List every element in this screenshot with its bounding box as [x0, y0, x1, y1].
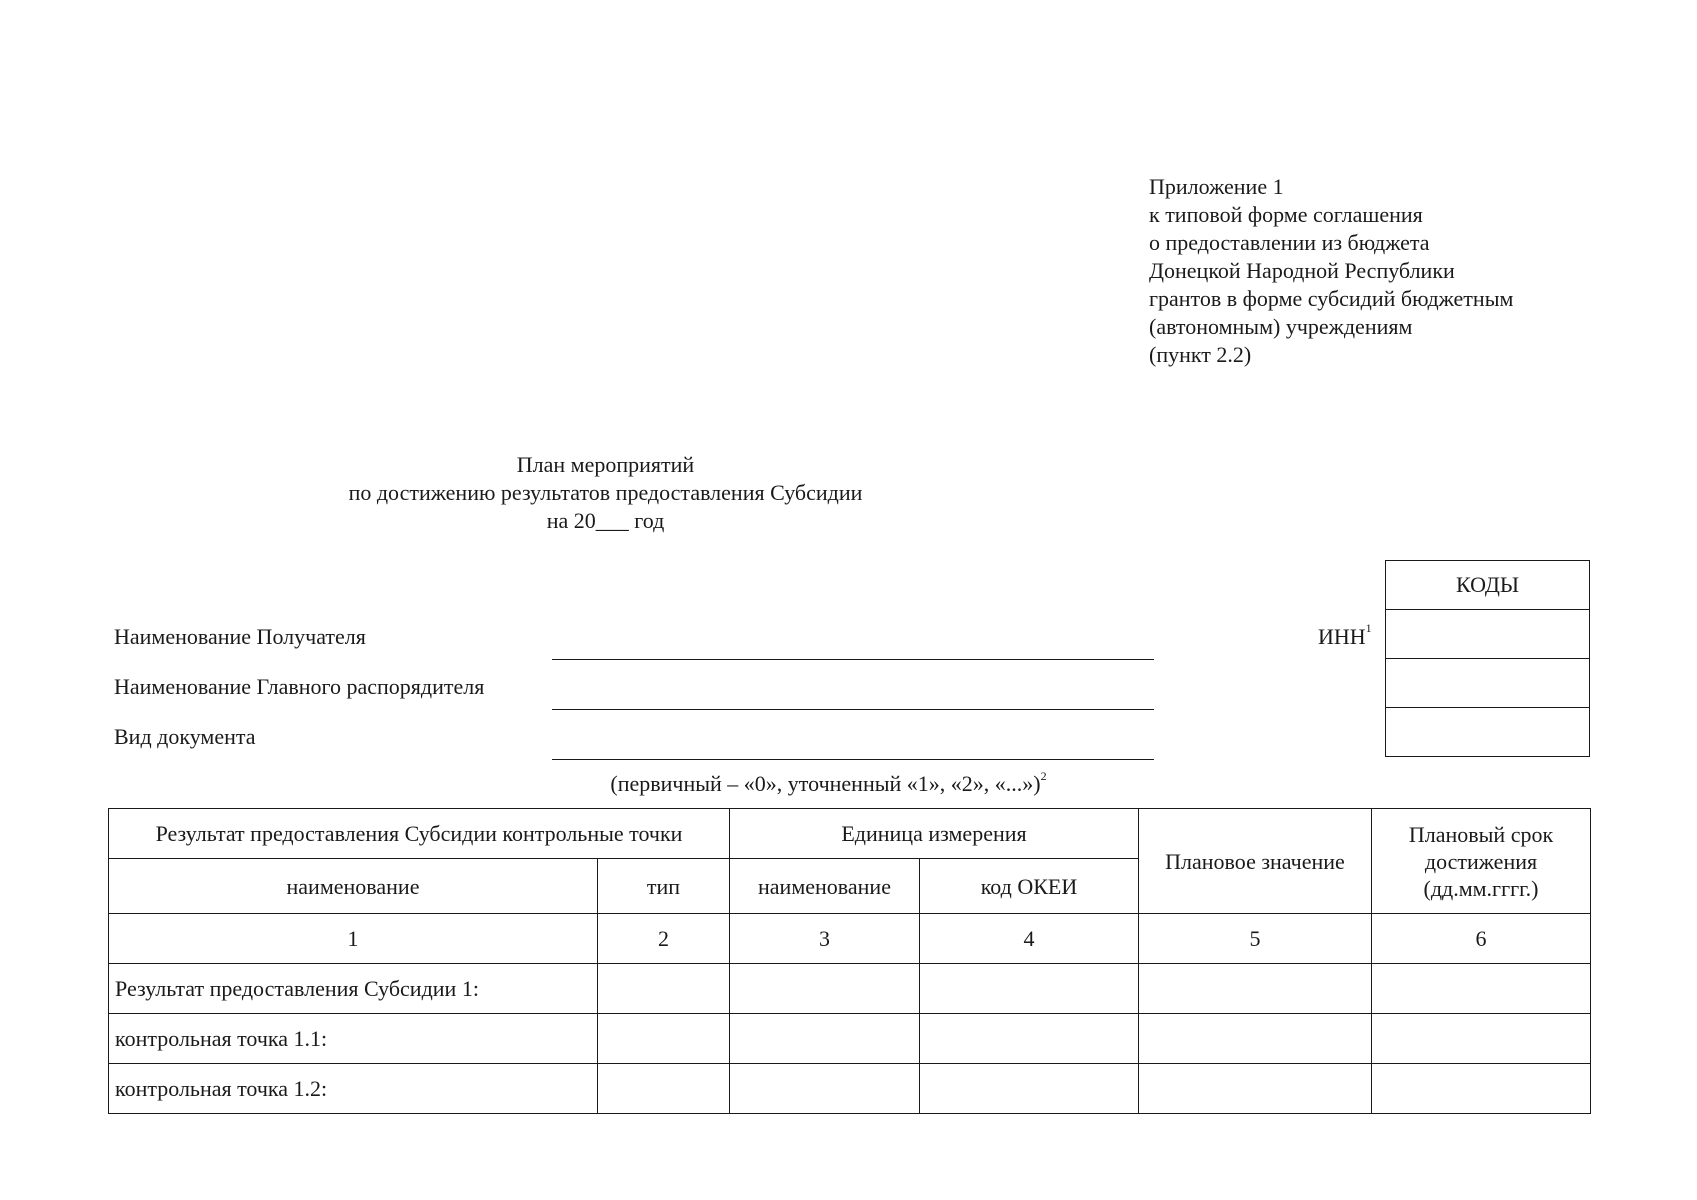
header-planned-date-line: достижения: [1424, 848, 1538, 874]
table-cell[interactable]: [920, 964, 1139, 1014]
recipient-field[interactable]: [552, 659, 1154, 660]
table-cell[interactable]: [598, 1064, 730, 1114]
appendix-line: к типовой форме соглашения: [1149, 202, 1423, 227]
appendix-line: Приложение 1: [1149, 174, 1284, 199]
column-number: 1: [109, 914, 598, 964]
header-name: наименование: [109, 859, 598, 914]
footnote-mark: 1: [1365, 620, 1372, 635]
table-row: [109, 1014, 1591, 1064]
table-row: [109, 964, 1591, 1014]
table-cell[interactable]: [730, 1014, 920, 1064]
footnote-mark: 2: [1040, 768, 1047, 783]
title-line: План мероприятий: [516, 452, 695, 477]
row-label: Результат предоставления Субсидии 1:: [109, 964, 598, 1014]
doc-type-hint: [0, 768, 1677, 797]
codes-header: КОДЫ: [1386, 561, 1590, 610]
table-cell[interactable]: [598, 1014, 730, 1064]
appendix-line: (пункт 2.2): [1149, 342, 1252, 367]
column-number: 4: [920, 914, 1139, 964]
codes-doc-type-cell[interactable]: [1386, 708, 1590, 757]
codes-chief-manager-cell[interactable]: [1386, 659, 1590, 708]
header-unit-name: наименование: [730, 859, 920, 914]
header-planned-date-line: Плановый срок: [1408, 821, 1554, 847]
chief-manager-label: Наименование Главного распорядителя: [114, 674, 485, 699]
column-number: 2: [598, 914, 730, 964]
measures-table: [108, 808, 1591, 1114]
appendix-line: о предоставлении из бюджета: [1149, 230, 1430, 255]
codes-inn-cell[interactable]: [1386, 610, 1590, 659]
inn-label-wrap: [1318, 620, 1372, 650]
table-cell[interactable]: [598, 964, 730, 1014]
table-cell[interactable]: [730, 964, 920, 1014]
table-cell[interactable]: [920, 1064, 1139, 1114]
title-line: по достижению результатов предоставления Субсидии: [348, 480, 863, 505]
header-type: тип: [598, 859, 730, 914]
row-label: контрольная точка 1.1:: [109, 1014, 598, 1064]
inn-label: ИНН: [1318, 624, 1366, 649]
column-number: 6: [1372, 914, 1591, 964]
appendix-note: [1149, 173, 1513, 369]
header-result-group: Результат предоставления Субсидии контрольные точки: [109, 809, 730, 859]
table-cell[interactable]: [1372, 1014, 1591, 1064]
column-number: 3: [730, 914, 920, 964]
doc-type-label: Вид документа: [114, 724, 256, 749]
header-planned-date: [1372, 809, 1591, 914]
header-planned-date-line: (дд.мм.гггг.): [1423, 875, 1539, 901]
table-cell[interactable]: [1139, 1014, 1372, 1064]
table-cell[interactable]: [730, 1064, 920, 1114]
appendix-line: грантов в форме субсидий бюджетным: [1149, 286, 1514, 311]
document-title: [0, 451, 1454, 535]
table-cell[interactable]: [1372, 1064, 1591, 1114]
header-okei-code: код ОКЕИ: [920, 859, 1139, 914]
codes-table: [1385, 560, 1590, 757]
chief-manager-field[interactable]: [552, 709, 1154, 710]
table-row: [109, 1064, 1591, 1114]
title-line: на 20___ год: [546, 508, 665, 533]
doc-type-hint-text: (первичный – «0», уточненный «1», «2», «...»): [610, 771, 1041, 796]
table-cell[interactable]: [1372, 964, 1591, 1014]
header-planned-value: Плановое значение: [1139, 809, 1372, 914]
appendix-line: Донецкой Народной Республики: [1149, 258, 1455, 283]
table-cell[interactable]: [1139, 1064, 1372, 1114]
table-cell[interactable]: [1139, 964, 1372, 1014]
doc-type-field[interactable]: [552, 759, 1154, 760]
appendix-line: (автономным) учреждениям: [1149, 314, 1413, 339]
column-number: 5: [1139, 914, 1372, 964]
header-unit-group: Единица измерения: [730, 809, 1139, 859]
recipient-label: Наименование Получателя: [114, 624, 366, 649]
row-label: контрольная точка 1.2:: [109, 1064, 598, 1114]
table-cell[interactable]: [920, 1014, 1139, 1064]
